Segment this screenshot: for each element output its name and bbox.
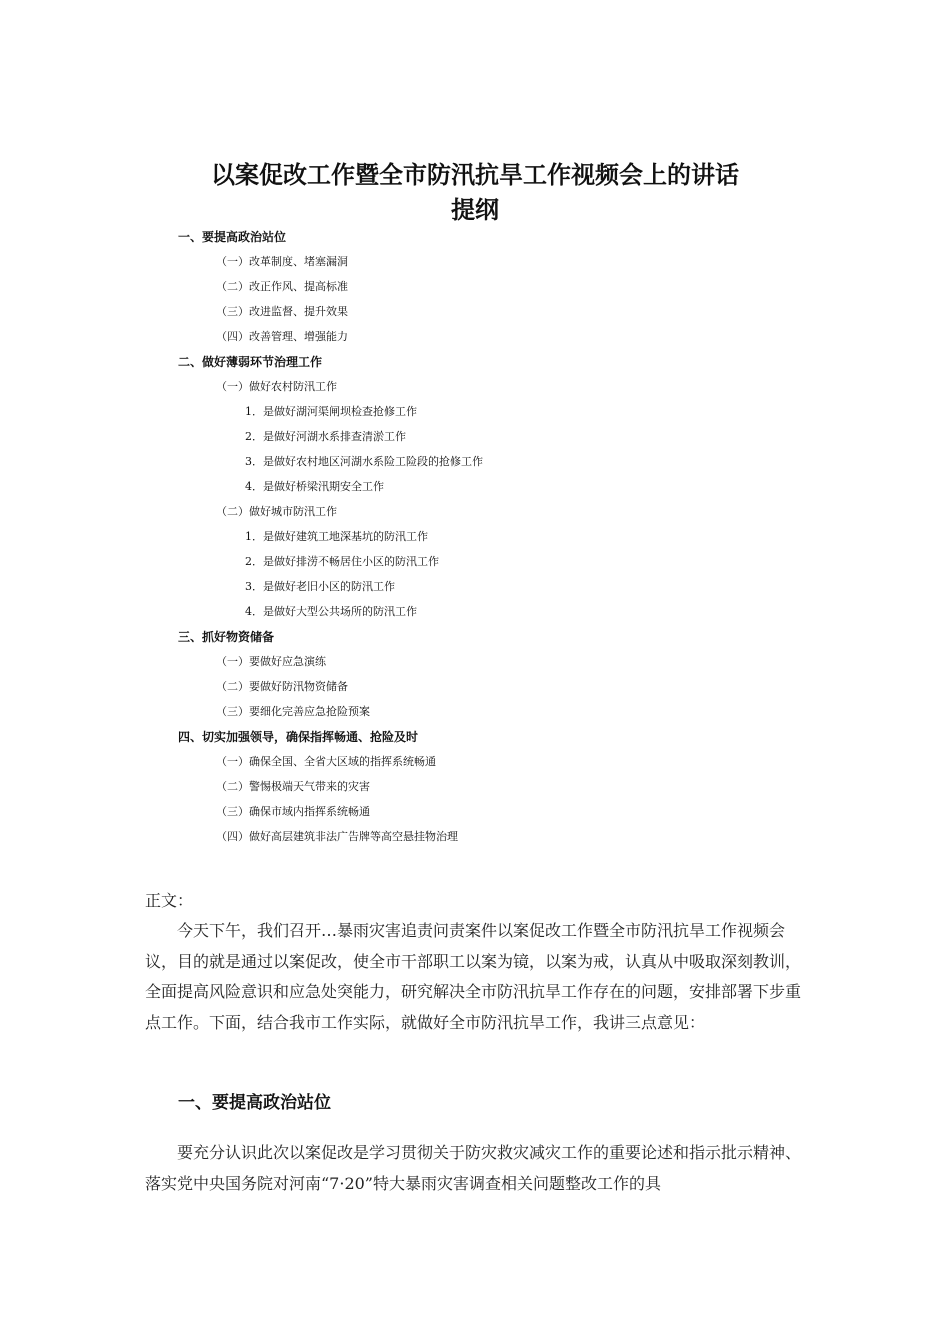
document-title-line2: 提纲 (451, 196, 499, 224)
outline-item: （一）确保全国、全省大区域的指挥系统畅通 (216, 755, 436, 768)
outline-item: （三）要细化完善应急抢险预案 (216, 705, 370, 718)
outline-item: （四）改善管理、增强能力 (216, 330, 348, 343)
outline-item: （四）做好高层建筑非法广告牌等高空悬挂物治理 (216, 830, 458, 843)
section-heading-1: 一、要提高政治站位 (178, 1093, 331, 1113)
outline-item: （二）警惕极端天气带来的灾害 (216, 780, 370, 793)
outline-item: （二）改正作风、提高标准 (216, 280, 348, 293)
body-label: 正文： (145, 891, 194, 910)
document-title-line1: 以案促改工作暨全市防汛抗旱工作视频会上的讲话 (211, 161, 739, 189)
intro-paragraph: 今天下午，我们召开…暴雨灾害追责问责案件以案促改工作暨全市防汛抗旱工作视频会议，目的就是通过以案促改，使全市干部职工以案为镜，以案为戒，认真从中吸取深刻教训，全面提高风险意识和应急处突能力，研究解决全市防汛抗旱工作存在的问题，安排部署下步重点工作。下面，结合我市工作实际，就做好全市防汛抗旱工作，我讲三点意见： (145, 921, 802, 1032)
outline-subitem: 1．是做好建筑工地深基坑的防汛工作 (245, 530, 428, 543)
outline-heading-3: 三、抓好物资储备 (178, 630, 275, 644)
outline-subitem: 3．是做好老旧小区的防汛工作 (245, 580, 395, 593)
outline-item: （三）改进监督、提升效果 (216, 305, 348, 318)
outline-subitem: 2．是做好排涝不畅居住小区的防汛工作 (245, 555, 439, 568)
outline-item: （二）要做好防汛物资储备 (216, 680, 348, 693)
outline-subitem: 3．是做好农村地区河湖水系险工险段的抢修工作 (245, 455, 483, 468)
outline-heading-1: 一、要提高政治站位 (178, 230, 287, 244)
outline-item: （一）要做好应急演练 (216, 655, 326, 668)
outline-subitem: 1．是做好湖河渠闸坝检查抢修工作 (245, 405, 417, 418)
outline-heading-2: 二、做好薄弱环节治理工作 (178, 355, 323, 369)
outline-item: （一）改革制度、堵塞漏洞 (216, 255, 348, 268)
outline-subitem: 4．是做好桥梁汛期安全工作 (245, 480, 384, 493)
section1-paragraph: 要充分认识此次以案促改是学习贯彻关于防灾救灾减灾工作的重要论述和指示批示精神、落实党中央国务院对河南“7·20”特大暴雨灾害调查相关问题整改工作的具 (145, 1143, 802, 1193)
outline-heading-4: 四、切实加强领导，确保指挥畅通、抢险及时 (178, 730, 419, 744)
outline-item: （三）确保市域内指挥系统畅通 (216, 805, 370, 818)
outline-subheading: （一）做好农村防汛工作 (216, 380, 337, 393)
outline-subheading: （二）做好城市防汛工作 (216, 505, 337, 518)
outline-subitem: 4．是做好大型公共场所的防汛工作 (245, 605, 417, 618)
outline-subitem: 2．是做好河湖水系排查清淤工作 (245, 430, 406, 443)
